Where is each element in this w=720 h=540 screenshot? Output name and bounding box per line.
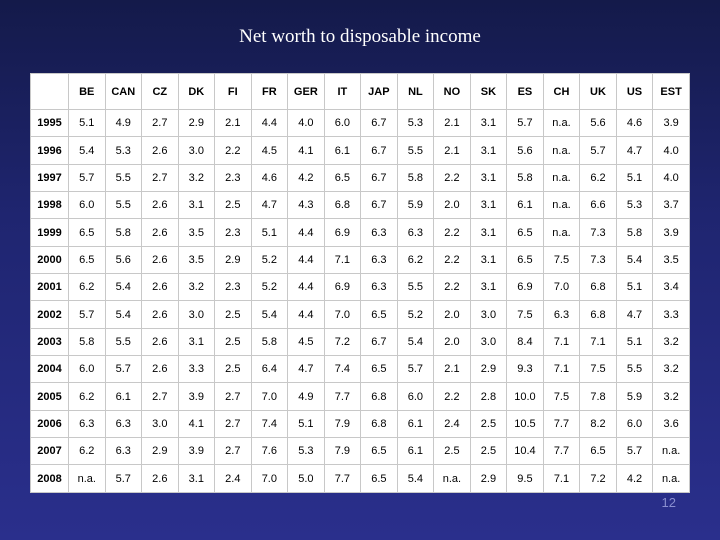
table-cell: 4.6 [616, 110, 653, 137]
table-cell: 6.3 [105, 438, 142, 465]
table-cell: 7.5 [543, 383, 580, 410]
column-header: BE [69, 74, 106, 110]
table-cell: 5.5 [397, 137, 434, 164]
table-cell: 2.0 [434, 192, 471, 219]
column-header: GER [288, 74, 325, 110]
table-cell: 2.7 [215, 410, 252, 437]
table-cell: 2.1 [215, 110, 252, 137]
table-cell: 5.7 [69, 164, 106, 191]
table-cell: 5.5 [616, 356, 653, 383]
table-cell: 5.2 [251, 246, 288, 273]
table-cell: 4.6 [251, 164, 288, 191]
table-cell: 2.3 [215, 164, 252, 191]
column-header: US [616, 74, 653, 110]
table-cell: 6.7 [361, 192, 398, 219]
table-cell: 7.7 [543, 410, 580, 437]
table-cell: 6.5 [507, 246, 544, 273]
table-cell: 3.0 [470, 328, 507, 355]
table-cell: 6.3 [543, 301, 580, 328]
table-cell: 5.4 [616, 246, 653, 273]
table-cell: 7.0 [543, 274, 580, 301]
table-cell: 3.3 [653, 301, 690, 328]
year-label: 1998 [31, 192, 69, 219]
table-cell: n.a. [653, 438, 690, 465]
table-cell: 3.3 [178, 356, 215, 383]
table-cell: 2.7 [215, 438, 252, 465]
table-cell: 6.9 [324, 219, 361, 246]
table-cell: 3.1 [470, 110, 507, 137]
table-cell: 7.4 [251, 410, 288, 437]
table-cell: 6.5 [324, 164, 361, 191]
table-cell: 4.1 [178, 410, 215, 437]
table-cell: 2.8 [470, 383, 507, 410]
table-cell: 6.0 [69, 192, 106, 219]
table-cell: 6.8 [580, 274, 617, 301]
table-cell: 4.0 [653, 164, 690, 191]
table-cell: n.a. [543, 110, 580, 137]
table-cell: 6.2 [69, 274, 106, 301]
table-cell: 5.4 [69, 137, 106, 164]
table-cell: 5.7 [69, 301, 106, 328]
table-cell: 6.5 [580, 438, 617, 465]
table-row [31, 301, 690, 328]
table-cell: 7.3 [580, 246, 617, 273]
table-cell: 3.9 [653, 110, 690, 137]
table-row [31, 465, 690, 493]
table-cell: 5.0 [288, 465, 325, 493]
table-cell: 6.6 [580, 192, 617, 219]
table-cell: 5.1 [616, 274, 653, 301]
table-cell: 3.9 [178, 438, 215, 465]
table-cell: 7.5 [543, 246, 580, 273]
table-cell: 5.4 [105, 274, 142, 301]
table-cell: 4.7 [251, 192, 288, 219]
table-cell: 2.5 [215, 356, 252, 383]
table-row [31, 246, 690, 273]
table-row [31, 356, 690, 383]
net-worth-table [30, 73, 690, 493]
table-cell: 6.7 [361, 137, 398, 164]
table-cell: 7.5 [580, 356, 617, 383]
table-cell: 3.0 [178, 137, 215, 164]
table-cell: 6.2 [69, 383, 106, 410]
table-cell: 5.2 [397, 301, 434, 328]
table-cell: 5.7 [616, 438, 653, 465]
table-cell: 5.3 [616, 192, 653, 219]
column-header: CH [543, 74, 580, 110]
table-cell: 6.5 [361, 301, 398, 328]
year-label: 1997 [31, 164, 69, 191]
table-cell: 2.1 [434, 110, 471, 137]
year-label: 1999 [31, 219, 69, 246]
table-cell: 2.6 [142, 274, 179, 301]
table-cell: 2.0 [434, 301, 471, 328]
table-cell: 2.6 [142, 328, 179, 355]
table-row [31, 383, 690, 410]
table-cell: 5.3 [397, 110, 434, 137]
table-cell: 4.4 [288, 246, 325, 273]
year-label: 2006 [31, 410, 69, 437]
table-cell: 5.1 [288, 410, 325, 437]
table-cell: 7.1 [324, 246, 361, 273]
table-cell: 5.8 [507, 164, 544, 191]
table-cell: 3.6 [653, 410, 690, 437]
table-cell: 6.5 [69, 246, 106, 273]
table-cell: 5.8 [69, 328, 106, 355]
table-cell: 6.0 [69, 356, 106, 383]
table-cell: 2.6 [142, 192, 179, 219]
column-header: UK [580, 74, 617, 110]
table-cell: 7.1 [543, 328, 580, 355]
table-cell: 6.8 [361, 410, 398, 437]
table-cell: 6.1 [105, 383, 142, 410]
year-label: 2008 [31, 465, 69, 493]
table-cell: 6.1 [397, 410, 434, 437]
table-cell: 5.8 [105, 219, 142, 246]
table-cell: 4.7 [288, 356, 325, 383]
table-cell: 4.0 [653, 137, 690, 164]
table-cell: 6.2 [580, 164, 617, 191]
column-header: FI [215, 74, 252, 110]
table-cell: 6.1 [507, 192, 544, 219]
column-header: JAP [361, 74, 398, 110]
table-cell: 5.9 [397, 192, 434, 219]
table-cell: 3.1 [470, 192, 507, 219]
table-cell: 2.9 [142, 438, 179, 465]
table-cell: 2.5 [215, 192, 252, 219]
table-cell: 3.1 [470, 246, 507, 273]
table-cell: n.a. [543, 137, 580, 164]
table-cell: 2.5 [434, 438, 471, 465]
table-cell: 4.7 [616, 301, 653, 328]
table-cell: 2.7 [142, 164, 179, 191]
table-cell: 5.7 [507, 110, 544, 137]
table-cell: 2.6 [142, 137, 179, 164]
table-cell: 8.2 [580, 410, 617, 437]
data-table-container [30, 73, 690, 493]
table-cell: 5.4 [105, 301, 142, 328]
table-row [31, 274, 690, 301]
table-cell: 6.8 [361, 383, 398, 410]
table-cell: 5.7 [105, 356, 142, 383]
table-cell: 6.2 [397, 246, 434, 273]
table-cell: 6.2 [69, 438, 106, 465]
table-header-row [31, 74, 690, 110]
table-cell: 3.2 [653, 383, 690, 410]
table-cell: 7.7 [543, 438, 580, 465]
table-cell: 5.1 [616, 164, 653, 191]
table-cell: 7.0 [324, 301, 361, 328]
year-label: 2007 [31, 438, 69, 465]
table-row [31, 328, 690, 355]
table-cell: 2.7 [142, 383, 179, 410]
table-cell: 7.4 [324, 356, 361, 383]
table-cell: 5.4 [397, 465, 434, 493]
table-cell: 2.2 [434, 164, 471, 191]
table-cell: 6.5 [361, 438, 398, 465]
year-label: 2002 [31, 301, 69, 328]
table-cell: 7.2 [324, 328, 361, 355]
table-cell: 3.0 [178, 301, 215, 328]
table-cell: 6.5 [361, 465, 398, 493]
table-cell: 2.6 [142, 246, 179, 273]
page-number: 12 [661, 495, 676, 510]
table-cell: 3.1 [470, 274, 507, 301]
table-cell: 5.9 [616, 383, 653, 410]
table-cell: 2.4 [215, 465, 252, 493]
table-cell: 3.1 [178, 192, 215, 219]
table-cell: 2.9 [178, 110, 215, 137]
table-cell: 2.2 [434, 219, 471, 246]
table-row [31, 137, 690, 164]
corner-cell [31, 74, 69, 110]
table-cell: 8.4 [507, 328, 544, 355]
table-cell: 7.9 [324, 438, 361, 465]
table-cell: 5.1 [251, 219, 288, 246]
table-cell: 5.8 [397, 164, 434, 191]
table-cell: 2.1 [434, 137, 471, 164]
table-cell: 10.4 [507, 438, 544, 465]
table-cell: 6.1 [397, 438, 434, 465]
table-cell: 4.2 [288, 164, 325, 191]
table-cell: 2.5 [215, 328, 252, 355]
table-cell: 2.5 [470, 410, 507, 437]
table-body [31, 110, 690, 493]
table-cell: 7.8 [580, 383, 617, 410]
table-cell: 4.9 [105, 110, 142, 137]
table-cell: 2.3 [215, 219, 252, 246]
table-cell: 9.5 [507, 465, 544, 493]
table-cell: 4.5 [288, 328, 325, 355]
table-cell: 5.7 [580, 137, 617, 164]
column-header: ES [507, 74, 544, 110]
table-cell: 2.0 [434, 328, 471, 355]
column-header: NO [434, 74, 471, 110]
table-cell: 7.6 [251, 438, 288, 465]
table-cell: 9.3 [507, 356, 544, 383]
table-cell: 2.2 [215, 137, 252, 164]
table-cell: 5.3 [288, 438, 325, 465]
table-cell: 3.1 [178, 465, 215, 493]
table-cell: 2.9 [215, 246, 252, 273]
table-cell: 6.9 [324, 274, 361, 301]
table-cell: 4.7 [616, 137, 653, 164]
table-cell: 3.0 [470, 301, 507, 328]
table-cell: 3.2 [178, 164, 215, 191]
table-cell: 6.3 [105, 410, 142, 437]
table-cell: 3.2 [653, 356, 690, 383]
year-label: 2003 [31, 328, 69, 355]
table-cell: 5.4 [397, 328, 434, 355]
table-cell: 3.1 [470, 164, 507, 191]
table-cell: 2.5 [470, 438, 507, 465]
table-cell: 5.7 [105, 465, 142, 493]
table-cell: 2.7 [215, 383, 252, 410]
table-cell: 3.0 [142, 410, 179, 437]
table-cell: 6.5 [507, 219, 544, 246]
table-cell: 3.1 [178, 328, 215, 355]
table-cell: 7.7 [324, 383, 361, 410]
table-cell: 5.8 [616, 219, 653, 246]
table-cell: 3.1 [470, 137, 507, 164]
table-cell: n.a. [653, 465, 690, 493]
table-cell: 7.1 [580, 328, 617, 355]
table-cell: 5.6 [580, 110, 617, 137]
table-cell: 6.3 [397, 219, 434, 246]
table-cell: 6.7 [361, 110, 398, 137]
table-cell: 4.4 [288, 274, 325, 301]
table-cell: 2.6 [142, 356, 179, 383]
table-cell: 7.1 [543, 356, 580, 383]
table-cell: 5.6 [105, 246, 142, 273]
table-cell: 4.2 [616, 465, 653, 493]
year-label: 2005 [31, 383, 69, 410]
table-cell: 6.7 [361, 164, 398, 191]
table-cell: 6.3 [69, 410, 106, 437]
table-cell: 3.1 [470, 219, 507, 246]
table-cell: 3.5 [653, 246, 690, 273]
table-cell: 6.0 [324, 110, 361, 137]
table-cell: n.a. [69, 465, 106, 493]
table-cell: 4.3 [288, 192, 325, 219]
table-cell: 2.3 [215, 274, 252, 301]
table-row [31, 410, 690, 437]
slide-title: Net worth to disposable income [239, 26, 481, 47]
table-cell: 6.8 [324, 192, 361, 219]
table-cell: 4.5 [251, 137, 288, 164]
table-row [31, 438, 690, 465]
year-label: 2000 [31, 246, 69, 273]
column-header: SK [470, 74, 507, 110]
table-cell: 2.6 [142, 465, 179, 493]
year-label: 1995 [31, 110, 69, 137]
table-cell: 5.6 [507, 137, 544, 164]
table-cell: 10.0 [507, 383, 544, 410]
year-label: 1996 [31, 137, 69, 164]
table-cell: 5.5 [105, 328, 142, 355]
table-cell: 3.9 [178, 383, 215, 410]
table-cell: 5.8 [251, 328, 288, 355]
column-header: CZ [142, 74, 179, 110]
table-cell: 4.1 [288, 137, 325, 164]
table-cell: 7.9 [324, 410, 361, 437]
table-cell: 2.5 [215, 301, 252, 328]
table-cell: 4.4 [251, 110, 288, 137]
table-cell: 5.7 [397, 356, 434, 383]
table-cell: 5.5 [105, 192, 142, 219]
table-cell: 6.9 [507, 274, 544, 301]
table-cell: 2.4 [434, 410, 471, 437]
table-cell: 4.4 [288, 219, 325, 246]
table-cell: 5.5 [397, 274, 434, 301]
table-row [31, 192, 690, 219]
table-row [31, 219, 690, 246]
table-cell: 3.4 [653, 274, 690, 301]
table-cell: 10.5 [507, 410, 544, 437]
table-row [31, 110, 690, 137]
table-cell: 6.5 [361, 356, 398, 383]
table-cell: 2.9 [470, 356, 507, 383]
table-cell: 3.5 [178, 246, 215, 273]
table-cell: 7.3 [580, 219, 617, 246]
table-cell: 3.2 [178, 274, 215, 301]
table-cell: 4.4 [288, 301, 325, 328]
table-cell: n.a. [543, 219, 580, 246]
table-cell: 2.6 [142, 219, 179, 246]
year-label: 2004 [31, 356, 69, 383]
column-header: NL [397, 74, 434, 110]
column-header: EST [653, 74, 690, 110]
table-cell: 2.1 [434, 356, 471, 383]
table-cell: 5.5 [105, 164, 142, 191]
table-cell: 2.2 [434, 383, 471, 410]
table-cell: 4.9 [288, 383, 325, 410]
table-row [31, 164, 690, 191]
table-cell: 3.7 [653, 192, 690, 219]
table-cell: 5.3 [105, 137, 142, 164]
table-cell: 6.4 [251, 356, 288, 383]
column-header: CAN [105, 74, 142, 110]
table-cell: 3.2 [653, 328, 690, 355]
table-cell: 7.0 [251, 465, 288, 493]
table-cell: 2.2 [434, 246, 471, 273]
table-cell: 2.2 [434, 274, 471, 301]
table-cell: 2.9 [470, 465, 507, 493]
table-cell: 2.6 [142, 301, 179, 328]
column-header: IT [324, 74, 361, 110]
table-cell: 6.1 [324, 137, 361, 164]
table-cell: n.a. [434, 465, 471, 493]
table-cell: 7.0 [251, 383, 288, 410]
table-cell: 6.3 [361, 219, 398, 246]
table-cell: 3.5 [178, 219, 215, 246]
table-cell: 5.2 [251, 274, 288, 301]
column-header: DK [178, 74, 215, 110]
table-cell: 7.5 [507, 301, 544, 328]
year-label: 2001 [31, 274, 69, 301]
table-cell: 6.0 [616, 410, 653, 437]
table-cell: 2.7 [142, 110, 179, 137]
column-header: FR [251, 74, 288, 110]
table-cell: 6.3 [361, 274, 398, 301]
table-cell: 7.1 [543, 465, 580, 493]
table-cell: 7.2 [580, 465, 617, 493]
table-cell: n.a. [543, 164, 580, 191]
table-cell: 6.3 [361, 246, 398, 273]
table-cell: 6.5 [69, 219, 106, 246]
table-cell: 6.7 [361, 328, 398, 355]
table-cell: 6.0 [397, 383, 434, 410]
table-cell: n.a. [543, 192, 580, 219]
table-cell: 3.9 [653, 219, 690, 246]
table-cell: 5.1 [69, 110, 106, 137]
table-cell: 5.1 [616, 328, 653, 355]
table-cell: 6.8 [580, 301, 617, 328]
table-cell: 7.7 [324, 465, 361, 493]
table-cell: 5.4 [251, 301, 288, 328]
table-cell: 4.0 [288, 110, 325, 137]
